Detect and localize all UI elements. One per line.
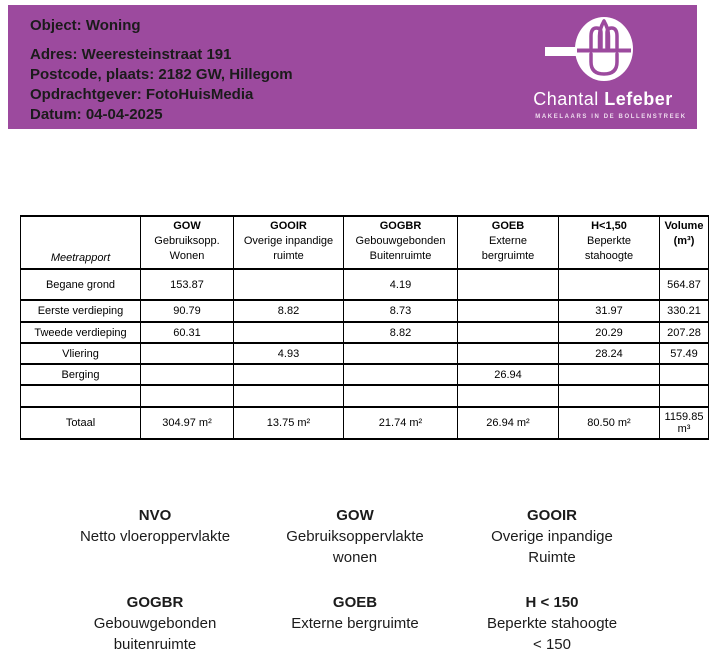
- cell-gow: 90.79: [141, 300, 234, 322]
- cell-gow: [141, 343, 234, 364]
- row-label: [21, 385, 141, 407]
- cell-h150: [559, 385, 660, 407]
- cell-gooir: 8.82: [234, 300, 344, 322]
- brand-last-name: Lefeber: [604, 89, 673, 109]
- postcode-line: Postcode, plaats: 2182 GW, Hillegom: [30, 66, 293, 83]
- cell-gogbr: 8.82: [344, 322, 458, 343]
- total-h150: 80.50 m²: [559, 407, 660, 439]
- cell-gogbr: [344, 364, 458, 385]
- cell-gow: [141, 385, 234, 407]
- row-label: Vliering: [21, 343, 141, 364]
- object-line: Object: Woning: [30, 17, 141, 34]
- cell-volume: 57.49: [660, 343, 709, 364]
- cell-gooir: [234, 385, 344, 407]
- property-details: [30, 16, 293, 125]
- cell-volume: [660, 364, 709, 385]
- cell-gow: [141, 364, 234, 385]
- legend-item-gow: GOW Gebruiksoppervlakte wonen: [286, 507, 424, 566]
- column-header-gogbr: GOGBR Gebouwgebonden Buitenruimte: [344, 216, 458, 269]
- cell-gow: 60.31: [141, 322, 234, 343]
- brand-tagline: MAKELAARS IN DE BOLLENSTREEK: [535, 114, 687, 120]
- brand-name: [523, 89, 683, 110]
- legend-item-gogbr: GOGBR Gebouwgebonden buitenruimte: [93, 594, 217, 653]
- corner-label: Meetrapport: [21, 216, 141, 269]
- row-label: Tweede verdieping: [21, 322, 141, 343]
- row-label: Berging: [21, 364, 141, 385]
- total-gooir: 13.75 m²: [234, 407, 344, 439]
- cell-gogbr: 4.19: [344, 269, 458, 300]
- table-row-vliering: [21, 343, 709, 364]
- cell-gogbr: [344, 385, 458, 407]
- table-row-empty: [21, 385, 709, 407]
- table-row-eerste-verdieping: [21, 300, 709, 322]
- cell-h150: 20.29: [559, 322, 660, 343]
- cell-gooir: [234, 269, 344, 300]
- cell-h150: [559, 364, 660, 385]
- row-label: Begane grond: [21, 269, 141, 300]
- cell-goeb: [458, 269, 559, 300]
- cell-goeb: [458, 385, 559, 407]
- table-row-total: [21, 407, 709, 439]
- date-line: Datum: 04-04-2025: [30, 106, 163, 123]
- total-label: Totaal: [21, 407, 141, 439]
- cell-volume: 330.21: [660, 300, 709, 322]
- table-header-row: [21, 216, 709, 269]
- column-header-gow: GOW Gebruiksopp. Wonen: [141, 216, 234, 269]
- total-gow: 304.97 m²: [141, 407, 234, 439]
- tulip-icon: [574, 16, 634, 82]
- cell-volume: [660, 385, 709, 407]
- measurement-table: [20, 215, 709, 440]
- cell-goeb: [458, 343, 559, 364]
- table-row-tweede-verdieping: [21, 322, 709, 343]
- header-banner: [8, 5, 697, 129]
- cell-goeb: 26.94: [458, 364, 559, 385]
- cell-gogbr: 8.73: [344, 300, 458, 322]
- legend-item-nvo: NVO Netto vloeroppervlakte: [79, 507, 231, 545]
- cell-gooir: [234, 364, 344, 385]
- legend-item-goeb: GOEB Externe bergruimte: [291, 594, 419, 632]
- cell-gogbr: [344, 343, 458, 364]
- legend-item-gooir: GOOIR Overige inpandige Ruimte: [491, 507, 613, 566]
- address-line: Adres: Weeresteinstraat 191: [30, 46, 232, 63]
- cell-goeb: [458, 322, 559, 343]
- cell-gooir: 4.93: [234, 343, 344, 364]
- cell-gow: 153.87: [141, 269, 234, 300]
- column-header-gooir: GOOIR Overige inpandige ruimte: [234, 216, 344, 269]
- column-header-goeb: GOEB Externe bergruimte: [458, 216, 559, 269]
- table-row-berging: [21, 364, 709, 385]
- brand-first-name: Chantal: [533, 89, 605, 109]
- table-row-begane-grond: [21, 269, 709, 300]
- cell-h150: [559, 269, 660, 300]
- cell-goeb: [458, 300, 559, 322]
- total-goeb: 26.94 m²: [458, 407, 559, 439]
- total-gogbr: 21.74 m²: [344, 407, 458, 439]
- cell-gooir: [234, 322, 344, 343]
- column-header-volume: Volume (m³): [660, 216, 709, 269]
- client-line: Opdrachtgever: FotoHuisMedia: [30, 86, 254, 103]
- legend-item-h150: H < 150 Beperkte stahoogte < 150: [486, 594, 618, 653]
- cell-volume: 207.28: [660, 322, 709, 343]
- column-header-h150: H<1,50 Beperkte stahoogte: [559, 216, 660, 269]
- row-label: Eerste verdieping: [21, 300, 141, 322]
- total-volume: 1159.85 m³: [660, 407, 709, 439]
- cell-h150: 28.24: [559, 343, 660, 364]
- cell-volume: 564.87: [660, 269, 709, 300]
- cell-h150: 31.97: [559, 300, 660, 322]
